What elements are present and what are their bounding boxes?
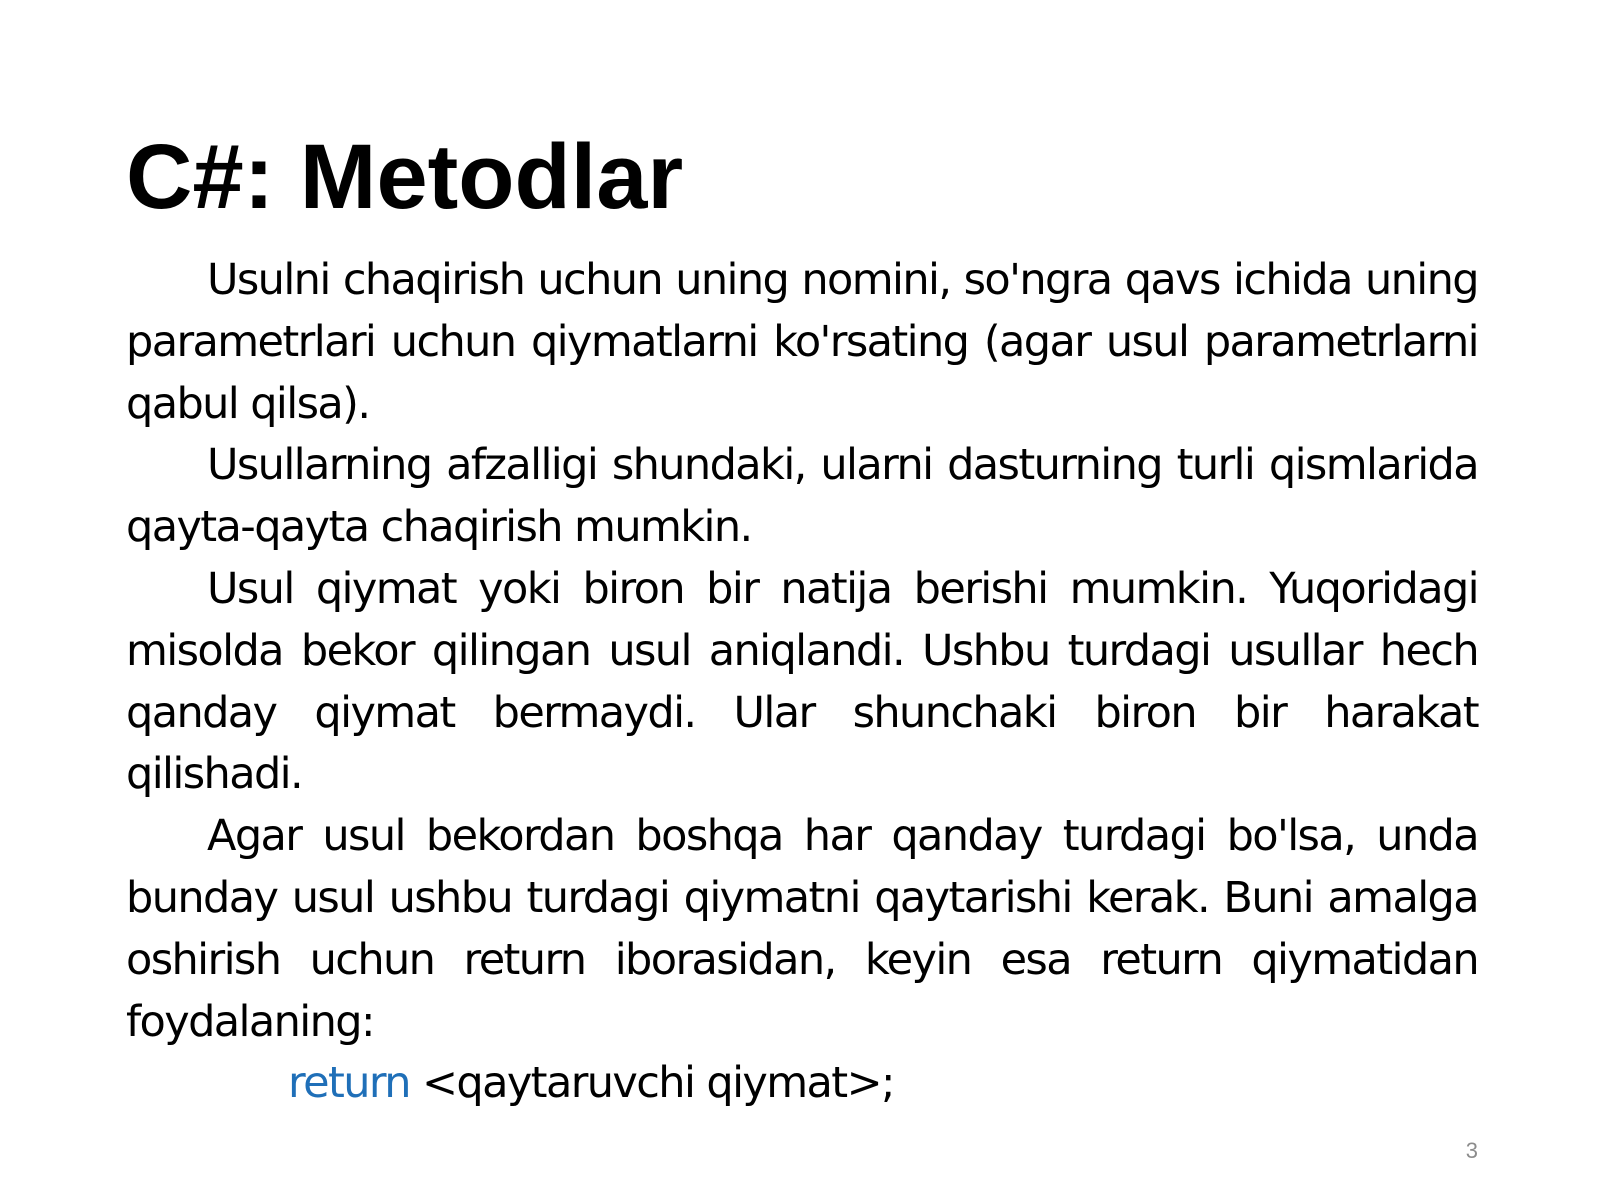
paragraph-method-advantage: Usullarning afzalligi shundaki, ularni dasturning turli qismlarida qayta-qayta chaqirish mumkin. [126,440,1478,553]
paragraph-method-result: Usul qiymat yoki biron bir natija berishi mumkin. Yuqoridagi misolda bekor qilingan usul aniqlandi. Ushbu turdagi usullar hech qanday qiymat bermaydi. Ular shunchaki biron bir harakat qilishadi. [126,563,1478,800]
return-keyword: return [288,1058,410,1109]
page-number: 3 [1465,1138,1478,1163]
paragraph-method-call: Usulni chaqirish uchun uning nomini, so'ngra qavs ichida uning parametrlari uchun qiymatlarni ko'rsating (agar usul parametrlarni qabul qilsa). [126,255,1478,429]
return-expression: <qaytaruvchi qiymat>; [409,1058,894,1109]
paragraph-return-value: Agar usul bekordan boshqa har qanday turdagi bo'lsa, unda bunday usul ushbu turdagi qiymatni qaytarishi kerak. Buni amalga oshirish uchun return iborasidan, keyin esa return qiymatidan foydalaning: [126,811,1478,1047]
code-return-line [126,1053,1478,1115]
slide-title: C#: Metodlar [126,126,684,228]
slide-body [126,250,1478,1115]
